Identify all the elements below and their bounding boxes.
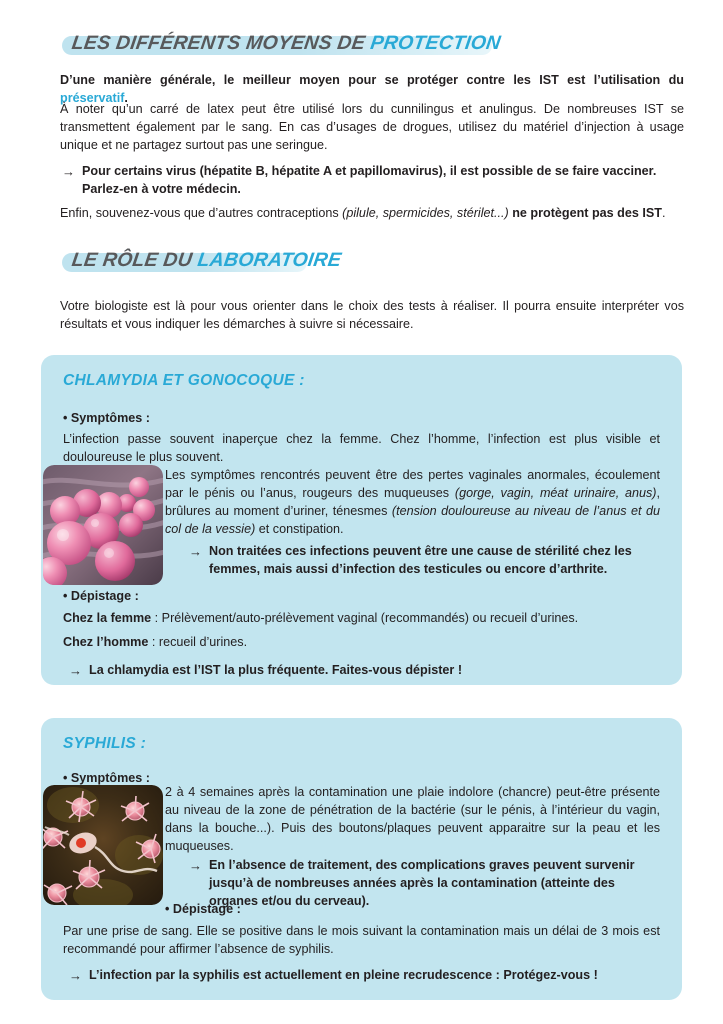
chlamydia-symptomes-intro: L’infection passe souvent inaperçue chez la femme. Chez l’homme, l’infection est plus visible et douloureuse le plus souvent. <box>63 432 660 464</box>
protection-arrow-text: Pour certains virus (hépatite B, hépatite A et papillomavirus), il est possible de se faire vacciner. Parlez-en à votre médecin. <box>82 164 657 196</box>
syphilis-arrow-text: En l’absence de traitement, des complications graves peuvent survenir jusqu’à de nombreuses années après la contamination (atteinte des organes et/ou du cerveau). <box>209 858 635 908</box>
heading-accent-text: LABORATOIRE <box>196 249 343 271</box>
chlamydia-photo <box>43 465 163 585</box>
section-heading-protection <box>62 30 503 56</box>
heading-accent-text: PROTECTION <box>369 32 503 54</box>
detail-part-2: , brûlures au moment d’uriner, ténesmes <box>165 485 660 518</box>
protection-closing-paragraph <box>60 205 684 223</box>
chlamydia-depistage-homme <box>63 634 660 652</box>
protection-closing-after: . <box>661 206 666 220</box>
laboratoire-paragraph: Votre biologiste est là pour vous orienter dans le choix des tests à réaliser. Il pourra ensuite interpréter vos résultats et vous indiquer les démarches à suivre si nécessaire. <box>60 299 684 331</box>
panel-title-syphilis: SYPHILIS : <box>63 735 147 752</box>
detail-italic-2: (tension douloureuse au niveau de l’anus et du col de la vessie) <box>165 503 660 536</box>
panel-title-chlamydia: CHLAMYDIA ET GONOCOQUE : <box>63 372 305 389</box>
protection-closing-italic: (pilule, spermicides, stérilet...) <box>342 206 509 220</box>
depistage-homme-text: : recueil d’urines. <box>148 635 248 649</box>
protection-paragraph: À noter qu’un carré de latex peut être utilisé lors du cunnilingus et anulingus. De nombreuses IST se transmettent également par le sang. En cas d’usages de drogues, utilisez du matériel d’injection à usage unique et ne partagez surtout pas une seringue. <box>60 102 684 152</box>
syphilis-footer-text: L’infection par la syphilis est actuellement en pleine recrudescence : Protégez-vous ! <box>89 968 598 982</box>
syphilis-depistage-label: • Dépistage : <box>165 902 241 916</box>
protection-closing-bold: ne protègent pas des IST <box>508 206 662 220</box>
protection-lead-highlight: préservatif <box>60 90 125 105</box>
syphilis-treponema-micrograph <box>43 785 163 905</box>
panel-syphilis <box>41 718 682 1000</box>
syphilis-photo <box>43 785 163 905</box>
arrow-icon: → <box>69 968 82 983</box>
arrow-icon: → <box>69 663 82 678</box>
syphilis-symptomes-label: • Symptômes : <box>63 771 150 785</box>
chlamydia-symptomes-label: • Symptômes : <box>63 411 150 425</box>
heading-main-text: LES DIFFÉRENTS MOYENS DE <box>70 32 373 54</box>
depistage-homme-label: Chez l’homme <box>63 635 149 649</box>
chlamydia-bacteria-micrograph <box>43 465 163 585</box>
arrow-icon: → <box>62 164 75 179</box>
protection-closing-before: Enfin, souvenez-vous que d’autres contraceptions <box>60 206 343 220</box>
syphilis-footer-note <box>69 967 660 985</box>
heading-banner-text <box>60 247 343 273</box>
detail-part-3: et constipation. <box>255 521 344 536</box>
arrow-icon: → <box>189 544 202 559</box>
chlamydia-footer-note <box>69 662 660 680</box>
protection-lead-before: D’une manière générale, le meilleur moyen pour se protéger contre les IST est l’utilisation du <box>60 73 684 87</box>
panel-chlamydia <box>41 355 682 685</box>
chlamydia-arrow-note <box>189 543 660 579</box>
chlamydia-symptomes-detail <box>165 467 660 539</box>
protection-arrow-note <box>62 163 662 199</box>
syphilis-symptomes-detail: 2 à 4 semaines après la contamination une plaie indolore (chancre) peut-être présente au niveau de la zone de pénétration de la bactérie (sur le pénis, à l’intérieur du vagin, dans la bouche...). Puis des boutons/plaques peuvent apparaitre sur la peau et les muqueuses. <box>165 785 660 853</box>
protection-lead-after: . <box>124 90 128 105</box>
syphilis-depistage-text: Par une prise de sang. Elle se positive dans le mois suivant la contamination mais un délai de 3 mois est recommandé pour affirmer l’absence de syphilis. <box>63 924 660 956</box>
chlamydia-arrow-text: Non traitées ces infections peuvent être une cause de stérilité chez les femmes, mais aussi d’infection des testicules ou encore d’arthrite. <box>209 544 632 576</box>
chlamydia-depistage-label: • Dépistage : <box>63 589 139 603</box>
detail-italic-1: (gorge, vagin, méat urinaire, anus) <box>454 485 657 500</box>
section-heading-laboratoire <box>62 247 343 273</box>
detail-part-1: Les symptômes rencontrés peuvent être des pertes vaginales anormales, écoulement par le pénis ou l’anus, rougeurs des muqueuses <box>165 468 660 500</box>
depistage-femme-label: Chez la femme <box>63 611 152 625</box>
syphilis-arrow-note <box>189 857 660 911</box>
arrow-icon: → <box>189 858 202 873</box>
heading-banner-text <box>60 30 502 56</box>
depistage-femme-text: : Prélèvement/auto-prélèvement vaginal (recommandés) ou recueil d’urines. <box>151 611 579 625</box>
chlamydia-depistage-femme <box>63 610 660 628</box>
chlamydia-footer-text: La chlamydia est l’IST la plus fréquente. Faites-vous dépister ! <box>89 663 463 677</box>
heading-main-text: LE RÔLE DU <box>70 249 200 271</box>
